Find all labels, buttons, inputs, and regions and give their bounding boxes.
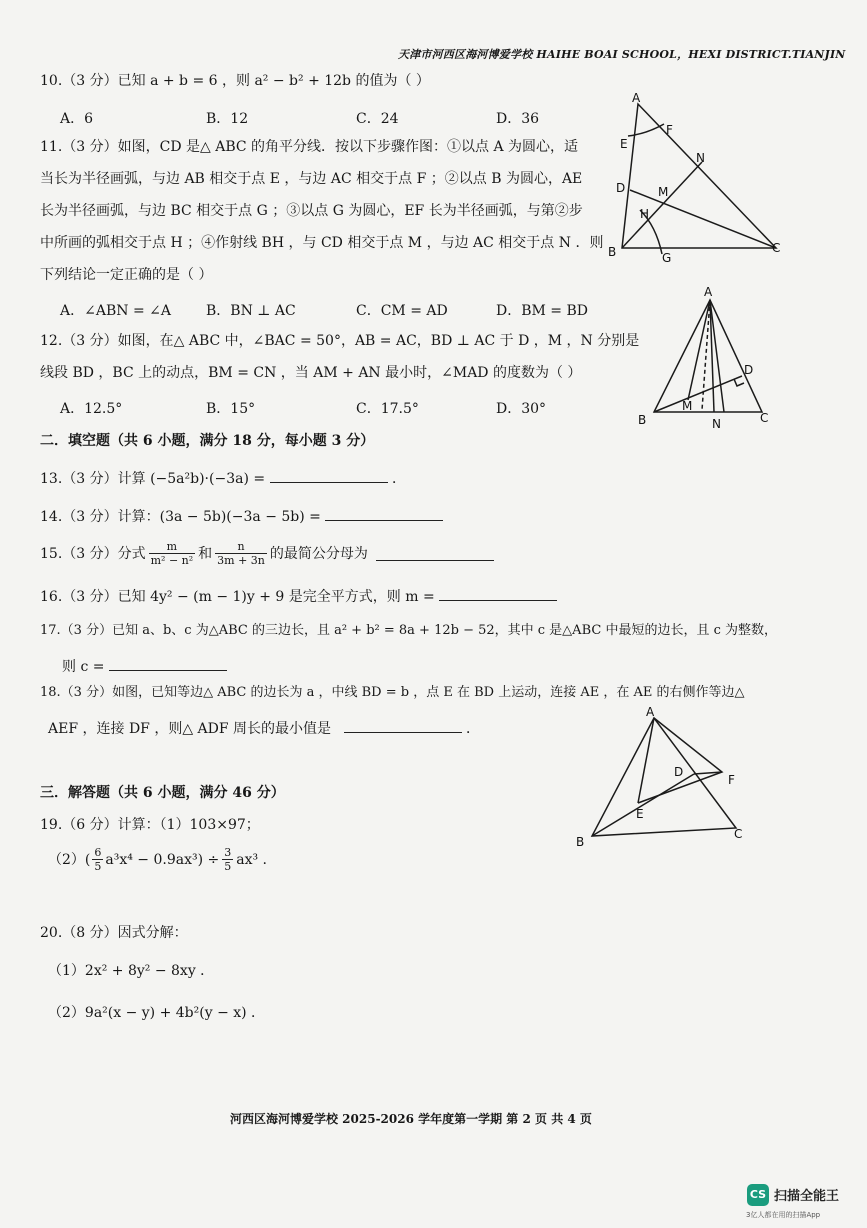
q18-label-c: C: [734, 827, 743, 841]
q11-line-2: 当长为半径画弧，与边 AB 相交于点 E ，与边 AC 相交于点 F ；②以点 B 为圆心，AE: [40, 171, 583, 187]
q13-text: 13.（3 分）计算 (−5a²b)·(−3a) =: [40, 471, 266, 487]
q11-option-a: A．∠ABN = ∠A: [60, 303, 171, 319]
q12-option-b: B．15°: [206, 401, 256, 417]
q18-median-bd: [592, 774, 694, 836]
scanner-watermark: [744, 1182, 862, 1222]
q11-ray-bh: [622, 162, 702, 248]
q15-fraction-1: [149, 540, 196, 567]
q13: 13.（3 分）计算 (−5a²b)·(−3a) = ．: [40, 468, 406, 488]
q12-right-angle-mark: [734, 379, 744, 386]
q16-answer-blank[interactable]: [439, 586, 557, 601]
q18-label-b: B: [576, 835, 585, 849]
q19-line-2: [48, 846, 267, 873]
q15-frac1-den: m² − n²: [150, 554, 194, 567]
q14: [40, 506, 443, 526]
q10-option-c: C．24: [356, 111, 399, 127]
q17-line-2: [62, 656, 227, 676]
q15-frac2-den: 3m + 3n: [217, 554, 265, 567]
q11-line-3: 长为半径画弧，与边 BC 相交于点 G ；③以点 G 为圆心，EF 长为半径画弧，与第②步: [40, 203, 583, 219]
q18-line-2: AEF ，连接 DF ，则△ ADF 周长的最小值是 ．: [48, 718, 480, 738]
q19-mid: a³x⁴ − 0.9ax³) ÷: [105, 851, 220, 868]
q18-line-1: 18.（3 分）如图，已知等边△ ABC 的边长为 a ，中线 BD = b ，点 E 在 BD 上运动，连接 AE ，在 AE 的右侧作等边△: [40, 685, 745, 700]
section-3-title: 三．解答题（共 6 小题，满分 46 分）: [40, 785, 285, 801]
q17-answer-prefix: 则 c =: [62, 659, 105, 675]
q11-label-c: C: [772, 241, 781, 255]
q12-line-2: 线段 BD ，BC 上的动点，BM = CN ，当 AM + AN 最小时，∠MAD 的度数为（ ）: [40, 365, 582, 381]
q19-fraction-a: [92, 846, 103, 873]
q10-option-b: B．12: [206, 111, 249, 127]
q19-frac-a-den: 5: [94, 860, 102, 873]
q14-text: 14.（3 分）计算：(3a − 5b)(−3a − 5b) =: [40, 509, 321, 525]
q11-label-d: D: [616, 181, 626, 195]
q19-suffix: ax³ .: [236, 851, 267, 868]
q12-label-n: N: [712, 417, 721, 431]
q20-part-1: （1）2x² + 8y² − 8xy ．: [48, 963, 215, 979]
q15: [40, 540, 494, 567]
q19-fraction-b: [222, 846, 233, 873]
q19-frac-b-num: 3: [224, 846, 232, 859]
q11-triangle-abc: [622, 104, 776, 248]
q10-option-d: D．36: [496, 111, 540, 127]
q18-triangle-abc: [592, 718, 736, 836]
q12-option-a: A．12.5°: [60, 401, 123, 417]
q12-line-1: 12.（3 分）如图，在△ ABC 中，∠BAC = 50°，AB = AC，BD ⊥ AC 于 D ，M ，N 分别是: [40, 333, 640, 349]
q18-label-e: E: [636, 807, 644, 821]
q12-label-m: M: [682, 399, 693, 413]
q19-frac-a-num: 6: [94, 846, 102, 859]
q12-label-d: D: [744, 363, 754, 377]
q15-suffix: 的最简公分母为: [269, 545, 368, 562]
q11-label-a: A: [632, 91, 641, 105]
q12-label-b: B: [638, 413, 647, 427]
q20-part-2: （2）9a²(x − y) + 4b²(y − x) ．: [48, 1005, 266, 1021]
section-2-title: 二．填空题（共 6 小题，满分 18 分，每小题 3 分）: [40, 433, 375, 449]
q15-answer-blank[interactable]: [376, 546, 494, 561]
q16-text: 16.（3 分）已知 4y² − (m − 1)y + 9 是完全平方式，则 m =: [40, 589, 435, 605]
q18-label-a: A: [646, 705, 655, 719]
cs-logo: CS: [747, 1184, 769, 1206]
q12-segment-bd: [654, 376, 742, 412]
q12-figure: [624, 282, 784, 432]
q15-frac2-num: n: [237, 540, 245, 553]
q15-prefix: 15.（3 分）分式: [40, 545, 146, 562]
q19-line-1: 19.（6 分）计算：（1）103×97；: [40, 817, 260, 833]
q11-label-n: N: [696, 151, 705, 165]
q11-label-e: E: [620, 137, 628, 151]
page-footer: 河西区海河博爱学校 2025-2026 学年度第一学期 第 2 页 共 4 页: [230, 1112, 592, 1126]
q19-prefix: （2）(: [48, 851, 91, 868]
school-header: 天津市河西区海河博爱学校 HAIHE BOAI SCHOOL，HEXI DISTRICT.TIANJIN: [398, 48, 846, 61]
q18-figure: [570, 700, 770, 850]
q13-answer-blank[interactable]: [270, 468, 388, 483]
q11-label-g: G: [662, 251, 672, 265]
q15-frac1-num: m: [166, 540, 178, 553]
q18-triangle-aef: [638, 718, 722, 803]
q12-option-d: D．30°: [496, 401, 547, 417]
q11-label-h: H: [640, 207, 650, 221]
q18-answer-blank[interactable]: [344, 718, 462, 733]
q19-frac-b-den: 5: [224, 860, 232, 873]
question-10-stem: 10.（3 分）已知 a + b = 6 ，则 a² − b² + 12b 的值为（ ）: [40, 73, 430, 89]
q16: [40, 586, 557, 606]
q11-line-4: 中所画的弧相交于点 H ；④作射线 BH ，与 CD 相交于点 M ，与边 AC 相交于点 N ．则: [40, 235, 604, 251]
q11-label-f: F: [666, 123, 673, 137]
q11-label-m: M: [658, 185, 669, 199]
q18-text: AEF ，连接 DF ，则△ ADF 周长的最小值是: [48, 721, 332, 737]
q20-title: 20.（8 分）因式分解：: [40, 925, 188, 941]
q12-option-c: C．17.5°: [356, 401, 419, 417]
q18-label-d: D: [674, 765, 684, 779]
q12-label-a: A: [704, 285, 713, 299]
q17-line-1: 17.（3 分）已知 a、b、c 为△ABC 的三边长，且 a² + b² = 8a + 12b − 52，其中 c 是△ABC 中最短的边长，且 c 为整数，: [40, 623, 777, 638]
q18-segment-ae: [638, 718, 654, 803]
q11-option-d: D．BM = BD: [496, 303, 588, 319]
q12-label-c: C: [760, 411, 769, 425]
q11-label-b: B: [608, 245, 617, 259]
q10-option-a: A．6: [60, 111, 94, 127]
q15-fraction-2: [215, 540, 267, 567]
q11-line-5: 下列结论一定正确的是（ ）: [40, 267, 213, 283]
cs-app-slogan: 3亿人都在用的扫描App: [746, 1211, 821, 1219]
q11-bisector-cd: [630, 190, 776, 248]
q11-line-1: 11.（3 分）如图，CD 是△ ABC 的角平分线．按以下步骤作图：①以点 A 为圆心，适: [40, 139, 579, 155]
q12-triangle-abc: [654, 300, 762, 412]
q14-answer-blank[interactable]: [325, 506, 443, 521]
q18-label-f: F: [728, 773, 735, 787]
q11-option-b: B．BN ⊥ AC: [206, 303, 296, 319]
q11-figure: [600, 90, 800, 270]
q11-option-c: C．CM = AD: [356, 303, 448, 319]
q17-answer-blank[interactable]: [109, 656, 227, 671]
q15-and: 和: [198, 545, 213, 562]
cs-app-name: 扫描全能王: [774, 1189, 840, 1204]
